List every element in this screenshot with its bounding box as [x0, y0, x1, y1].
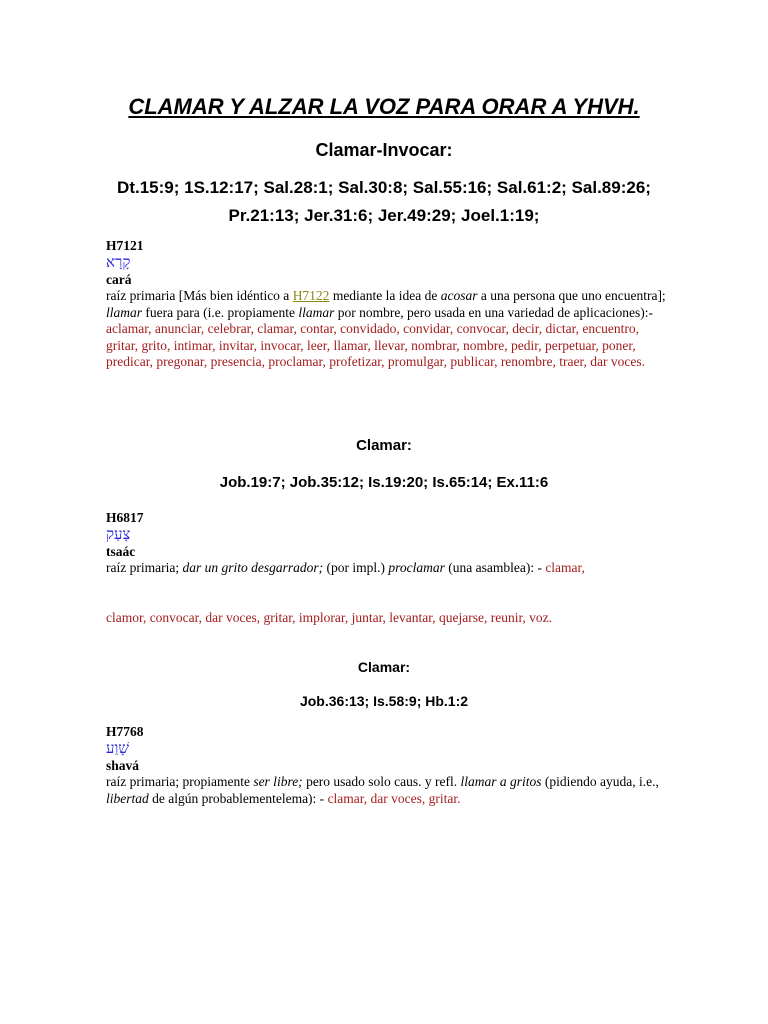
meanings-list: clamar, [545, 560, 585, 575]
section-heading-clamar-invocar: Clamar-Invocar: [315, 140, 453, 160]
definition-text: pero usado solo caus. y refl. [302, 774, 461, 789]
hebrew-word: צָעַק [106, 526, 131, 543]
definition-text: (pidiendo ayuda, i.e., [541, 774, 659, 789]
references-line: Pr.21:13; Jer.31:6; Jer.49:29; Joel.1:19; [228, 206, 540, 225]
references-line: Dt.15:9; 1S.12:17; Sal.28:1; Sal.30:8; Sal.55:16; Sal.61:2; Sal.89:26; [117, 178, 651, 197]
section-heading-clamar: Clamar: [356, 437, 412, 454]
definition-text: a una persona que uno encuentra]; [477, 288, 666, 303]
definition-emphasis: llamar [106, 304, 143, 320]
definition-text: de algún probablementelema): - [148, 790, 328, 806]
strong-code: H6817 [106, 510, 144, 525]
strong-entry-h6817 [106, 510, 666, 577]
strong-link-h7122[interactable]: H7122 [292, 288, 330, 303]
strong-code: H7768 [106, 724, 144, 739]
definition [106, 774, 666, 807]
definition [106, 560, 666, 577]
strong-entry-h7121 [106, 238, 666, 371]
definition-text: por nombre, pero usada en una variedad de aplicaciones):- [334, 304, 653, 320]
definition-emphasis: llamar [298, 304, 335, 320]
definition-emphasis: acosar [440, 288, 478, 303]
definition-emphasis: dar un grito desgarrador; [182, 560, 324, 575]
scripture-references: Job.19:7; Job.35:12; Is.19:20; Is.65:14; Ex.11:6 [219, 474, 549, 491]
scripture-references [0, 174, 768, 230]
meanings-list-continued: clamor, convocar, dar voces, gritar, implorar, juntar, levantar, quejarse, reunir, voz. [106, 610, 553, 625]
definition-emphasis: proclamar [388, 560, 445, 575]
definition-text: fuera para (i.e. propiamente [142, 304, 299, 320]
definition-text: (por impl.) [323, 560, 389, 575]
definition-emphasis: ser libre; [253, 774, 303, 789]
definition-emphasis: llamar a gritos [460, 774, 542, 789]
definition-text: mediante la idea de [329, 288, 441, 303]
strong-code: H7121 [106, 238, 144, 253]
transliteration: tsaác [106, 543, 136, 559]
definition-text: raíz primaria; propiamente [106, 774, 254, 789]
hebrew-word: שָׁוַע [106, 740, 129, 757]
definition-emphasis: libertad [106, 790, 149, 806]
definition-text: raíz primaria [Más bien idéntico a [106, 288, 293, 303]
meanings-list: aclamar, anunciar, celebrar, clamar, contar, convidado, convidar, convocar, decir, dictar, encuentro, gritar, grito, intimar, invitar, invocar, leer, llamar, llevar, nombrar, nombre, pedir, perpetuar, poner, predicar, pregonar, presencia, proclamar, profetizar, promulgar, publicar, renombre, traer, dar voces. [106, 321, 645, 369]
strong-entry-h7768 [106, 724, 666, 807]
transliteration: shavá [106, 757, 140, 773]
transliteration: cará [106, 271, 132, 287]
section-heading-clamar: Clamar: [357, 659, 411, 675]
definition-text: raíz primaria; [106, 560, 183, 575]
scripture-references: Job.36:13; Is.58:9; Hb.1:2 [299, 693, 469, 709]
meanings-list: clamar, dar voces, gritar. [327, 790, 461, 806]
hebrew-word: קָרָא [106, 254, 131, 271]
definition [106, 288, 666, 371]
definition-text: (una asamblea): - [444, 560, 546, 575]
document-title: CLAMAR Y ALZAR LA VOZ PARA ORAR A YHVH. [128, 94, 640, 119]
